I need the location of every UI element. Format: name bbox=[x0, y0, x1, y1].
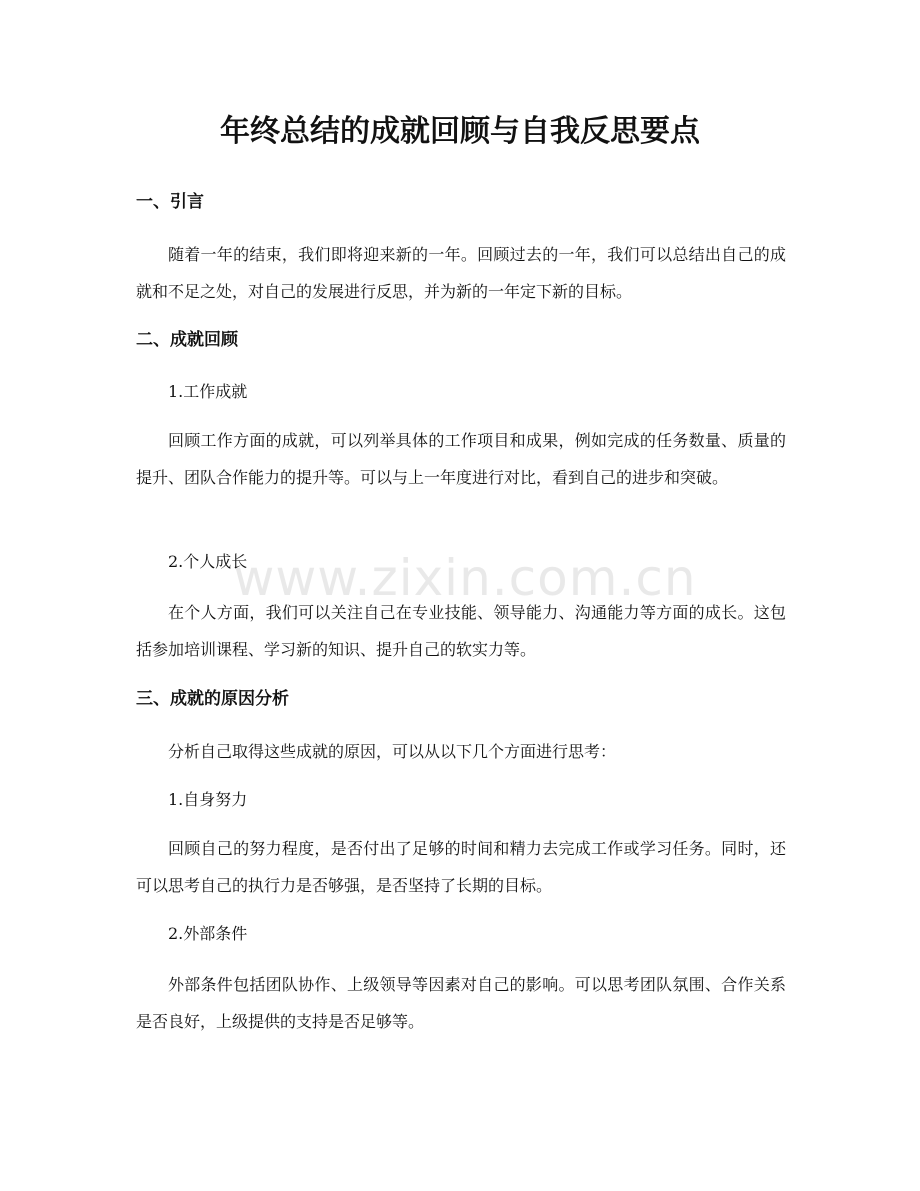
paragraph-personal-growth: 在个人方面，我们可以关注自己在专业技能、领导能力、沟通能力等方面的成长。这包括参加培训课程、学习新的知识、提升自己的软实力等。 bbox=[136, 603, 786, 659]
section-heading-intro: 一、引言 bbox=[136, 192, 204, 212]
subheading-external-conditions: 2.外部条件 bbox=[168, 924, 248, 943]
paragraph-work-achievements: 回顾工作方面的成就，可以列举具体的工作项目和成果，例如完成的任务数量、质量的提升、团队合作能力的提升等。可以与上一年度进行对比，看到自己的进步和突破。 bbox=[136, 431, 786, 487]
page-title: 年终总结的成就回顾与自我反思要点 bbox=[220, 114, 700, 149]
section-paragraph-intro: 随着一年的结束，我们即将迎来新的一年。回顾过去的一年，我们可以总结出自己的成就和不足之处，对自己的发展进行反思，并为新的一年定下新的目标。 bbox=[136, 245, 786, 301]
section-heading-achievements: 二、成就回顾 bbox=[136, 330, 238, 350]
subheading-self-effort: 1.自身努力 bbox=[168, 790, 248, 809]
watermark-text: www.zixin.com.cn bbox=[233, 549, 697, 607]
subheading-work-achievements: 1.工作成就 bbox=[168, 382, 248, 401]
paragraph-external-conditions: 外部条件包括团队协作、上级领导等因素对自己的影响。可以思考团队氛围、合作关系是否良好，上级提供的支持是否足够等。 bbox=[136, 975, 786, 1031]
section-heading-cause-analysis: 三、成就的原因分析 bbox=[136, 689, 289, 709]
paragraph-self-effort: 回顾自己的努力程度，是否付出了足够的时间和精力去完成工作或学习任务。同时，还可以思考自己的执行力是否够强，是否坚持了长期的目标。 bbox=[136, 839, 786, 895]
paragraph-cause-analysis-intro: 分析自己取得这些成就的原因，可以从以下几个方面进行思考： bbox=[168, 742, 617, 761]
subheading-personal-growth: 2.个人成长 bbox=[168, 552, 248, 571]
